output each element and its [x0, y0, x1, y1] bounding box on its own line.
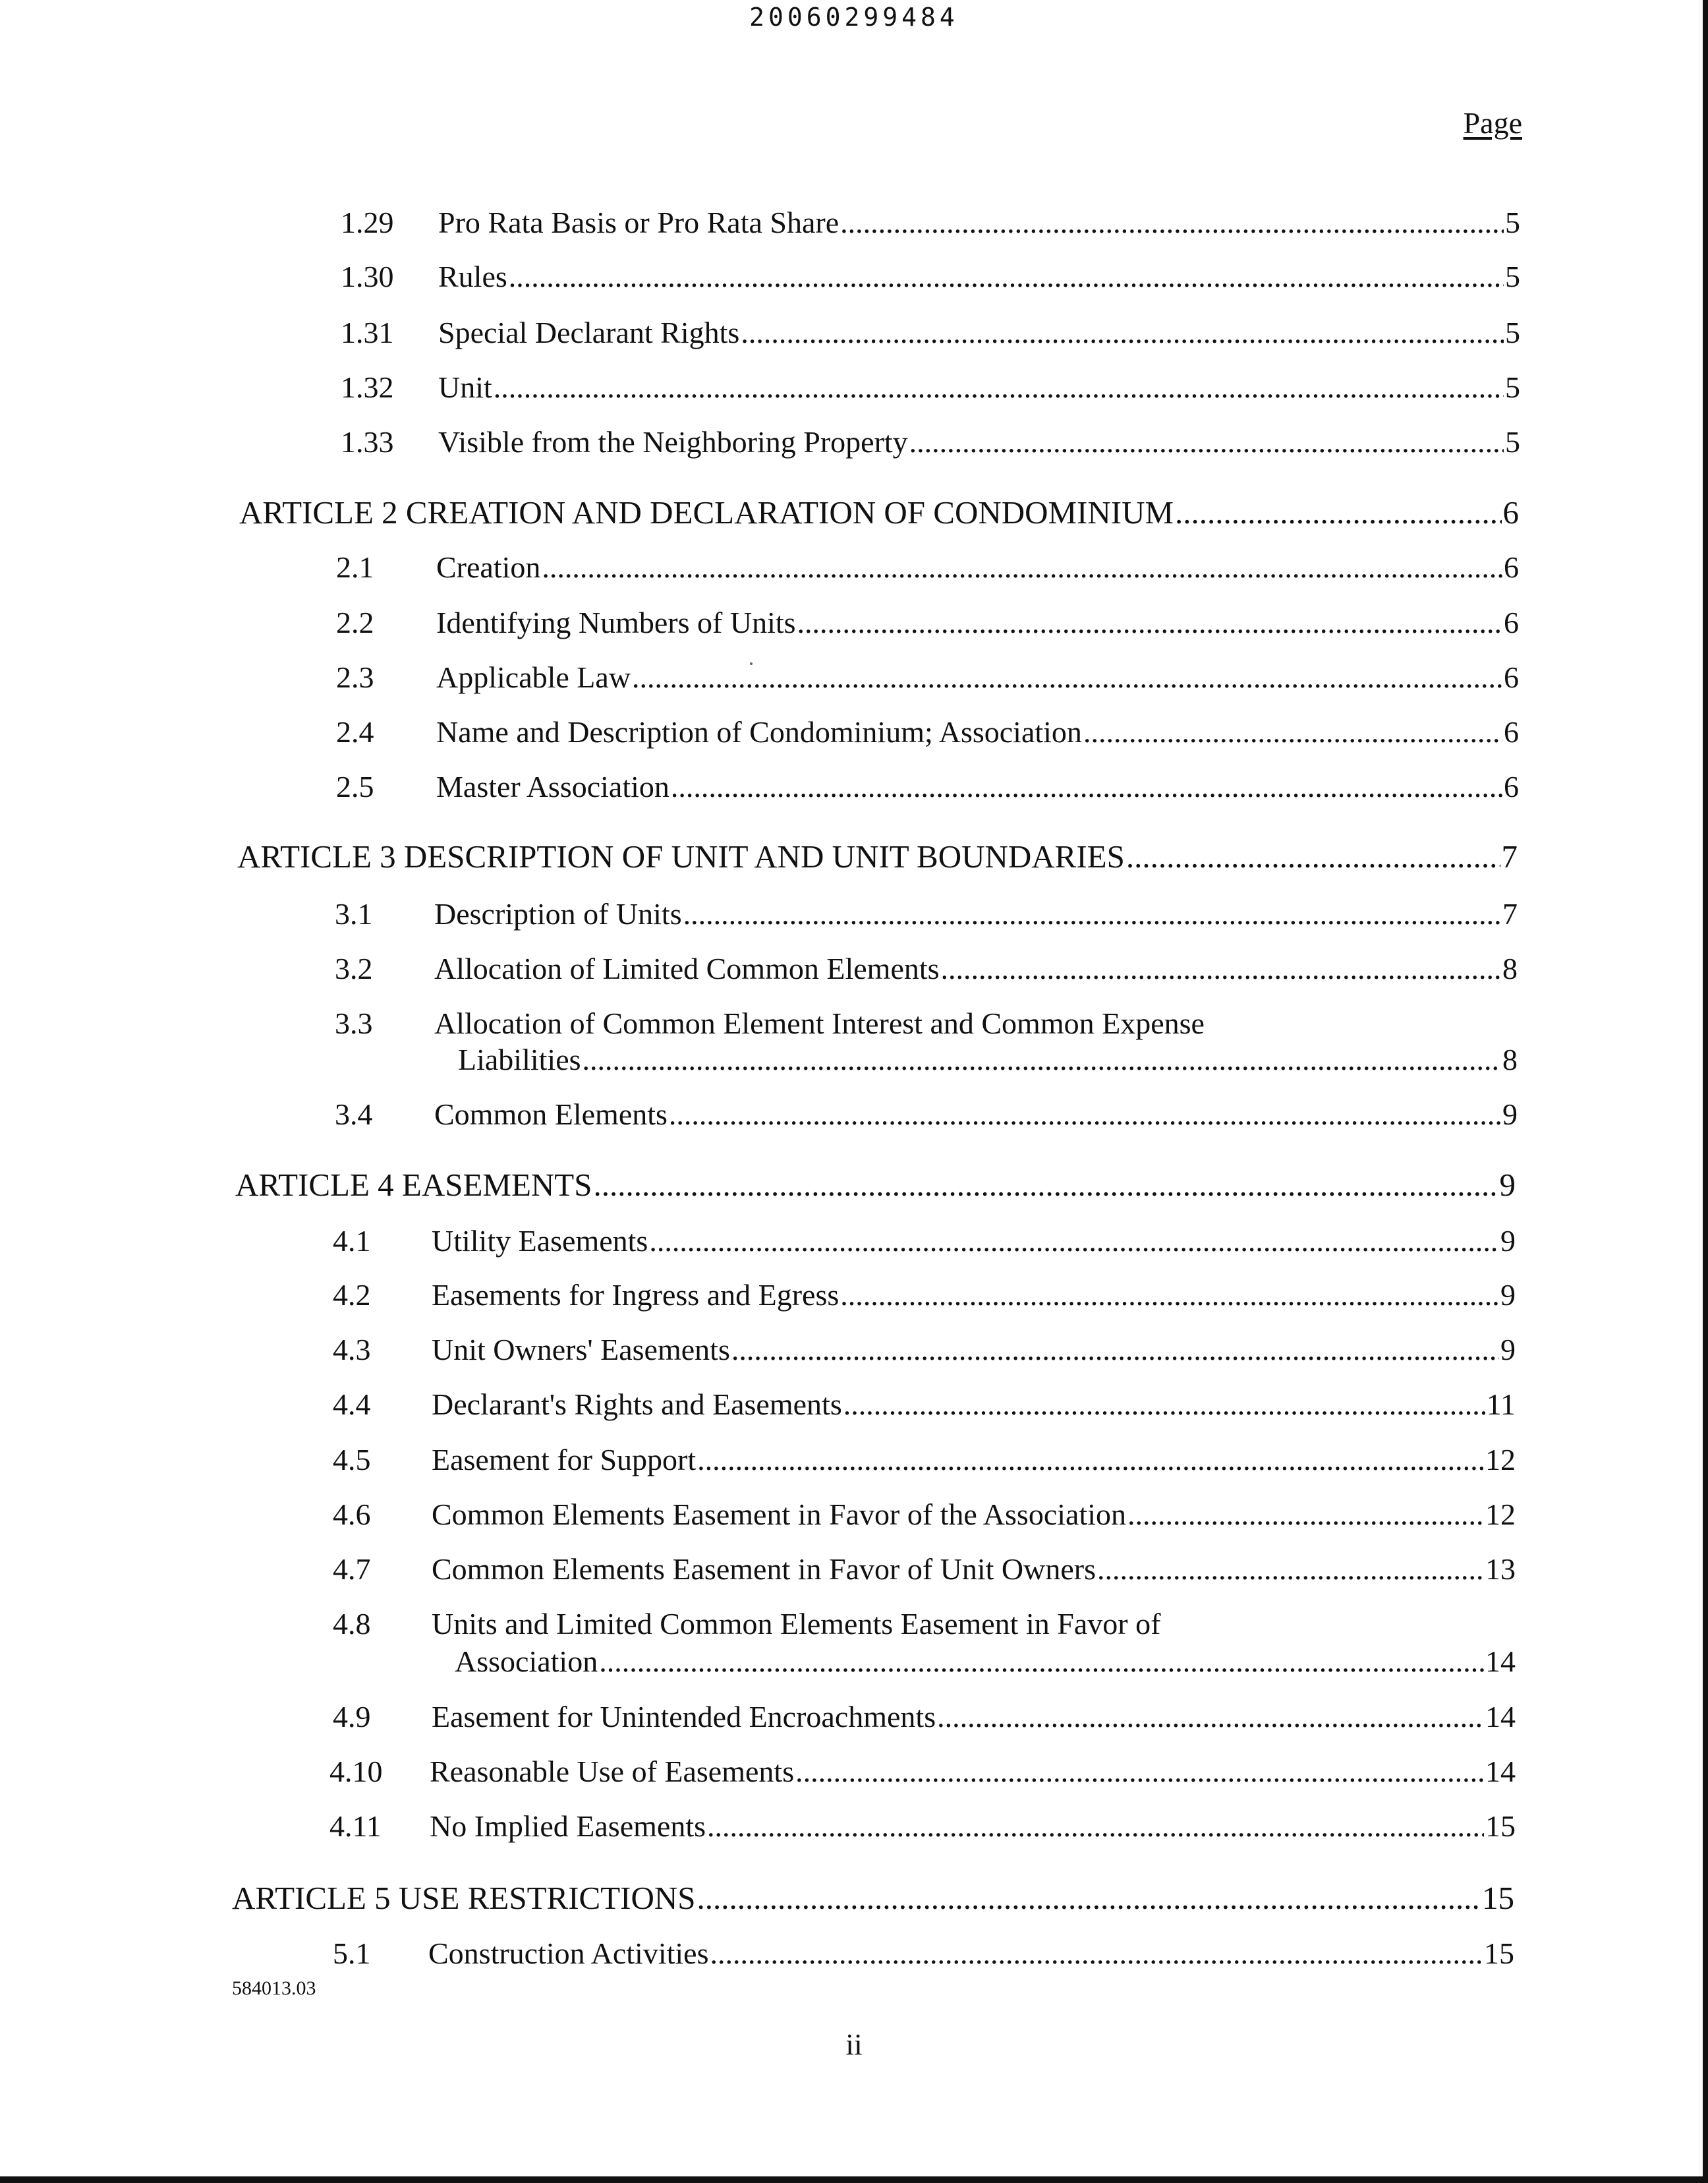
toc-page-number: 9	[1499, 1167, 1516, 1203]
dot-leader	[1127, 1496, 1484, 1533]
toc-section-number: 1.31	[341, 316, 394, 349]
toc-section-entry	[0, 1699, 1708, 1738]
toc-page-number: 5	[1505, 316, 1520, 349]
toc-page-number: 8	[1502, 1043, 1518, 1076]
page-column-heading: Page	[1463, 106, 1522, 140]
toc-section-entry	[0, 1005, 1708, 1076]
toc-article-title: ARTICLE 4 EASEMENTS	[235, 1167, 592, 1203]
dot-leader	[1097, 1551, 1484, 1588]
toc-section-number: 5.1	[333, 1936, 371, 1970]
toc-page-number: 12	[1485, 1443, 1516, 1476]
scan-speck	[750, 662, 753, 665]
toc-entry-title: Identifying Numbers of Units	[436, 606, 796, 639]
toc-section-entry	[0, 424, 1708, 463]
toc-section-entry	[0, 1386, 1708, 1426]
toc-section-entry	[0, 950, 1708, 990]
toc-page-number: 15	[1484, 1936, 1514, 1970]
dot-leader	[599, 1643, 1484, 1680]
toc-section-number: 1.33	[341, 425, 394, 459]
toc-section-entry	[0, 549, 1708, 589]
toc-entry-title: Description of Units	[434, 897, 682, 931]
dot-leader	[840, 204, 1504, 241]
toc-section-entry	[0, 896, 1708, 935]
toc-section-entry	[0, 1223, 1708, 1262]
toc-entry-title: Unit	[438, 370, 492, 404]
toc-page-number: 12	[1485, 1498, 1516, 1531]
toc-page-number: 7	[1501, 838, 1518, 875]
dot-leader	[494, 369, 1504, 406]
toc-page-number: 9	[1500, 1333, 1516, 1366]
toc-entry-title: Allocation of Limited Common Elements	[434, 952, 940, 985]
toc-section-number: 4.6	[333, 1498, 371, 1531]
toc-section-number: 4.10	[329, 1755, 383, 1788]
dot-leader	[840, 1277, 1499, 1314]
dot-leader	[707, 1808, 1484, 1845]
toc-entry-title: Applicable Law	[436, 660, 631, 694]
toc-page-number: 7	[1502, 897, 1518, 931]
toc-section-number: 3.4	[335, 1097, 373, 1131]
toc-page-number: 9	[1500, 1278, 1516, 1312]
toc-page-number: 15	[1485, 1809, 1516, 1843]
toc-entry-title: Unit Owners' Easements	[432, 1333, 730, 1366]
toc-entry-title: Common Elements Easement in Favor of Unit Owners	[432, 1552, 1096, 1586]
dot-leader	[594, 1167, 1498, 1204]
toc-page-number: 5	[1505, 206, 1520, 239]
footer-document-code: 584013.03	[232, 1977, 316, 1999]
dot-leader	[1126, 838, 1500, 875]
dot-leader	[937, 1699, 1484, 1735]
toc-entry-title: Easements for Ingress and Egress	[432, 1278, 840, 1312]
toc-page-number: 6	[1504, 606, 1519, 639]
toc-section-number: 2.2	[336, 606, 374, 639]
toc-entry-title: Allocation of Common Element Interest and Common Expense	[434, 1006, 1205, 1040]
toc-section-entry	[0, 1277, 1708, 1316]
toc-page-number: 6	[1502, 494, 1519, 531]
toc-page-number: 6	[1504, 715, 1519, 749]
toc-page-number: 6	[1504, 770, 1519, 803]
toc-page-number: 14	[1485, 1645, 1516, 1678]
toc-page-number: 9	[1502, 1097, 1518, 1131]
toc-page-number: 14	[1485, 1755, 1516, 1788]
toc-section-number: 4.7	[333, 1552, 371, 1586]
dot-leader	[741, 314, 1504, 351]
toc-section-entry	[0, 1606, 1708, 1678]
toc-entry-title-continued: Liabilities	[458, 1043, 581, 1076]
toc-section-number: 2.5	[336, 770, 374, 803]
toc-entry-title: Pro Rata Basis or Pro Rata Share	[438, 206, 840, 239]
toc-page-number: 5	[1505, 260, 1520, 293]
toc-section-number: 3.3	[335, 1006, 373, 1040]
toc-entry-title: Name and Description of Condominium; Association	[436, 715, 1082, 749]
dot-leader	[542, 549, 1502, 586]
document-number: 20060299484	[749, 3, 959, 32]
toc-page-number: 15	[1482, 1880, 1514, 1916]
toc-article-entry	[0, 1167, 1708, 1206]
toc-article-entry	[0, 838, 1708, 878]
toc-section-number: 4.2	[333, 1278, 371, 1312]
toc-section-number: 4.4	[333, 1387, 371, 1421]
dot-leader	[632, 659, 1502, 696]
dot-leader	[797, 604, 1502, 641]
toc-section-number: 2.3	[336, 660, 374, 694]
toc-section-entry	[0, 258, 1708, 298]
toc-page-number: 5	[1505, 425, 1520, 459]
toc-section-entry	[0, 1808, 1708, 1848]
toc-entry-title: Construction Activities	[428, 1936, 709, 1970]
dot-leader	[795, 1753, 1484, 1790]
toc-section-number: 4.1	[333, 1224, 371, 1258]
dot-leader	[583, 1041, 1501, 1078]
toc-entry-title: Special Declarant Rights	[438, 316, 740, 349]
dot-leader	[909, 424, 1504, 461]
toc-page-number: 9	[1500, 1224, 1516, 1258]
toc-section-number: 2.4	[336, 715, 374, 749]
toc-article-title: ARTICLE 2 CREATION AND DECLARATION OF CONDOMINIUM	[239, 494, 1174, 531]
dot-leader	[509, 258, 1504, 295]
toc-page-number: 14	[1485, 1700, 1516, 1733]
toc-entry-title: Master Association	[436, 770, 669, 803]
dot-leader	[941, 950, 1501, 987]
dot-leader	[697, 1441, 1484, 1478]
dot-leader	[843, 1386, 1485, 1423]
toc-section-number: 4.11	[329, 1809, 382, 1843]
toc-section-entry	[0, 1551, 1708, 1590]
dot-leader	[649, 1223, 1499, 1260]
dot-leader	[710, 1935, 1483, 1972]
toc-article-entry	[0, 494, 1708, 534]
toc-article-entry	[0, 1880, 1708, 1919]
toc-section-number: 1.32	[341, 370, 394, 404]
toc-section-entry	[0, 659, 1708, 699]
toc-page-number: 8	[1502, 952, 1518, 985]
toc-section-entry	[0, 1096, 1708, 1136]
toc-page-number: 13	[1485, 1552, 1516, 1586]
dot-leader	[731, 1331, 1499, 1368]
dot-leader	[1175, 494, 1501, 531]
dot-leader	[669, 1096, 1501, 1133]
dot-leader	[683, 896, 1501, 933]
toc-entry-title: Creation	[436, 550, 541, 584]
toc-page-number: 11	[1486, 1387, 1516, 1421]
toc-article-title: ARTICLE 5 USE RESTRICTIONS	[232, 1880, 696, 1916]
dot-leader	[1083, 714, 1502, 751]
toc-section-entry	[0, 1496, 1708, 1536]
toc-section-entry	[0, 1441, 1708, 1481]
toc-article-title: ARTICLE 3 DESCRIPTION OF UNIT AND UNIT BOUNDARIES	[237, 838, 1125, 875]
toc-entry-title: Utility Easements	[432, 1224, 648, 1258]
toc-section-entry	[0, 314, 1708, 354]
toc-section-number: 4.8	[333, 1607, 371, 1641]
toc-entry-title: No Implied Easements	[430, 1809, 706, 1843]
toc-page-number: 6	[1504, 660, 1519, 694]
toc-section-number: 2.1	[336, 550, 374, 584]
toc-section-number: 1.30	[341, 260, 394, 293]
toc-section-number: 3.2	[335, 952, 373, 985]
toc-entry-title: Common Elements	[434, 1097, 668, 1131]
toc-entry-title: Rules	[438, 260, 507, 293]
toc-section-number: 4.5	[333, 1443, 371, 1476]
dot-leader	[697, 1880, 1481, 1917]
toc-page-number: 5	[1505, 370, 1520, 404]
toc-section-number: 4.3	[333, 1333, 371, 1366]
footer-page-number: ii	[845, 2027, 863, 2061]
dot-leader	[671, 769, 1502, 805]
toc-page-number: 6	[1504, 550, 1519, 584]
toc-section-entry	[0, 204, 1708, 244]
toc-entry-title: Reasonable Use of Easements	[430, 1755, 795, 1788]
toc-section-number: 1.29	[341, 206, 394, 239]
toc-section-entry	[0, 604, 1708, 644]
toc-section-entry	[0, 769, 1708, 808]
toc-section-entry	[0, 1331, 1708, 1371]
toc-section-number: 4.9	[333, 1700, 371, 1733]
toc-entry-title-continued: Association	[455, 1645, 598, 1678]
toc-section-entry	[0, 1753, 1708, 1793]
toc-section-entry	[0, 1935, 1708, 1975]
toc-section-number: 3.1	[335, 897, 373, 931]
toc-section-entry	[0, 369, 1708, 409]
toc-entry-title: Units and Limited Common Elements Easement in Favor of	[432, 1607, 1161, 1641]
toc-entry-title: Common Elements Easement in Favor of the Association	[432, 1498, 1127, 1531]
toc-entry-title: Visible from the Neighboring Property	[438, 425, 908, 459]
toc-entry-title: Declarant's Rights and Easements	[432, 1387, 842, 1421]
toc-section-entry	[0, 714, 1708, 753]
toc-entry-title: Easement for Support	[432, 1443, 697, 1476]
toc-entry-title: Easement for Unintended Encroachments	[432, 1700, 936, 1733]
